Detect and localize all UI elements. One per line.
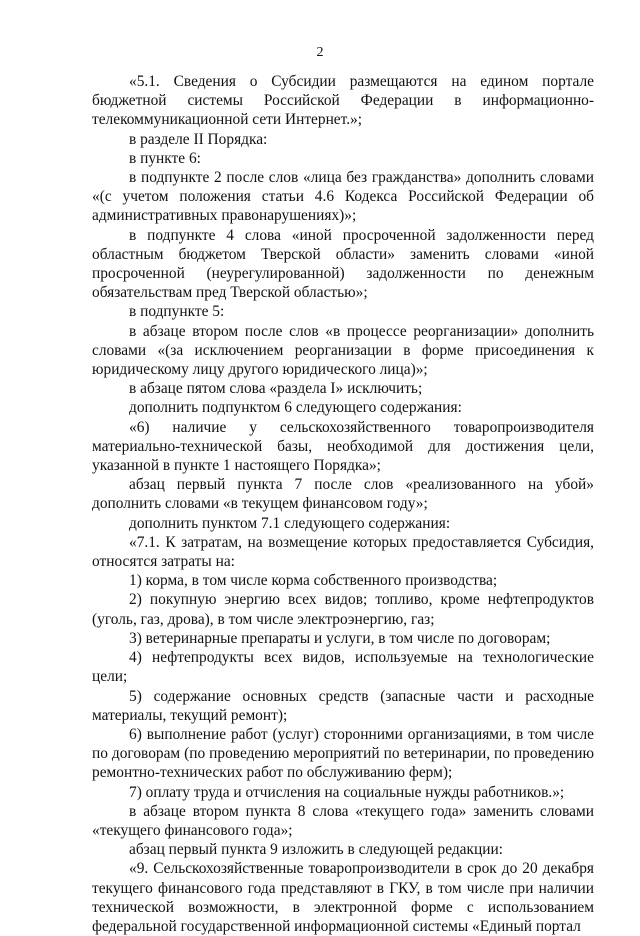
list-item: 7) оплату труда и отчисления на социальные нужды работников.»; [129,783,565,801]
paragraph: «6) наличие у сельскохозяйственного товаропроизводителя материально-технической базы, необходимой для достижения цели, указанной в пункте 1 настоящего Порядка»; [92,418,594,475]
paragraph: «9. Сельскохозяйственные товаропроизводители в срок до 20 декабря текущего финансового года представляют в ГКУ, в том числе при наличии технической возможности, в электронной форме с использованием федеральной государственной информационной системы «Единый портал [92,860,594,935]
list-item: 3) ветеринарные препараты и услуги, в том числе по договорам; [129,629,551,647]
paragraph: «5.1. Сведения о Субсидии размещаются на едином портале бюджетной системы Российской Федерации в информационно-телекоммуникационной сети Интернет.»; [92,73,594,129]
document-body [92,72,594,936]
paragraph: в абзаце пятом слова «раздела I» исключить; [129,380,423,398]
paragraph: «7.1. К затратам, на возмещение которых предоставляется Субсидия, относятся затраты на: [92,533,594,571]
paragraph: дополнить пунктом 7.1 следующего содержания: [129,514,451,532]
list-item: 2) покупную энергию всех видов; топливо, кроме нефтепродуктов (уголь, газ, дрова), в том числе электроэнергию, газ; [92,591,594,628]
paragraph: абзац первый пункта 9 изложить в следующей редакции: [129,841,503,859]
paragraph: в абзаце втором после слов «в процессе реорганизации» дополнить словами «(за исключением реорганизации в форме присоединения к юридическому лицу другого юридического лица)»; [92,322,594,379]
paragraph: абзац первый пункта 7 после слов «реализованного на убой» дополнить словами «в текущем финансовом году»; [92,476,594,513]
list-item: 1) корма, в том числе корма собственного производства; [129,572,498,590]
paragraph: в подпункте 4 слова «иной просроченной задолженности перед областным бюджетом Тверской области» заменить словами «иной просроченной (неурегулированной) задолженности по денежным обязательствам пред Тверской областью»; [92,226,594,302]
list-item: 6) выполнение работ (услуг) сторонними организациями, в том числе по договорам (по проведению мероприятий по ветеринарии, по проведению ремонтно-технических работ по обслуживанию ферм); [92,725,594,782]
list-item: 5) содержание основных средств (запасные части и расходные материалы, текущий ремонт); [92,687,594,724]
paragraph: в разделе II Порядка: [129,130,268,148]
paragraph: в абзаце втором пункта 8 слова «текущего года» заменить словами «текущего финансового года»; [92,802,594,839]
page-number: 2 [316,45,324,60]
paragraph: в пункте 6: [129,149,201,167]
list-item: 4) нефтепродукты всех видов, используемые на технологические цели; [92,649,594,686]
paragraph: в подпункте 2 после слов «лица без гражданства» дополнить словами «(с учетом положения статьи 4.6 Кодекса Российской Федерации об административных правонарушениях)»; [92,169,594,225]
paragraph: дополнить подпунктом 6 следующего содержания: [129,399,462,417]
paragraph: в подпункте 5: [129,303,225,321]
